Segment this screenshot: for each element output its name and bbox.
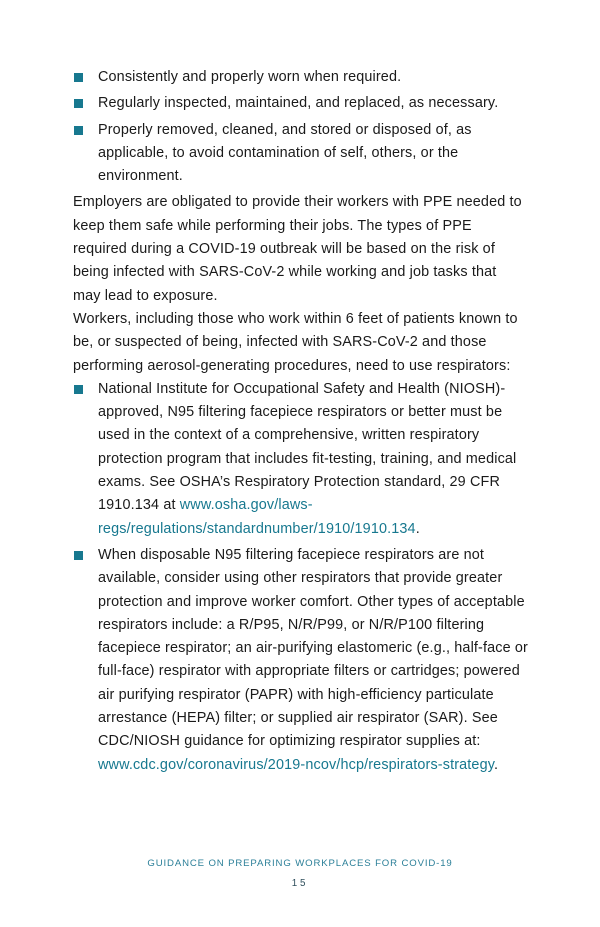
list-item-text-tail: . [494,756,499,773]
cdc-respirators-strategy-link[interactable]: www.cdc.gov/coronavirus/2019-ncov/hcp/respirators-strategy [98,756,494,773]
page-content [73,66,528,777]
ppe-requirements-list [73,66,528,188]
list-item [73,378,528,541]
page-number: 15 [291,878,309,889]
list-item [73,544,528,777]
footer-title: GUIDANCE ON PREPARING WORKPLACES FOR COVID-19 [147,858,453,869]
square-bullet-icon [74,385,83,394]
list-item [73,119,528,189]
list-item-text: Regularly inspected, maintained, and replaced, as necessary. [98,95,499,112]
respirator-guidance-list [73,378,528,777]
osha-standard-link[interactable]: www.osha.gov/laws-regs/regulations/standardnumber/1910/1910.134 [98,497,416,537]
square-bullet-icon [74,99,83,108]
square-bullet-icon [74,126,83,135]
list-item-text: Properly removed, cleaned, and stored or disposed of, as applicable, to avoid contamination of self, others, or the environment. [98,121,472,185]
paragraph-employer-ppe: Employers are obligated to provide their workers with PPE needed to keep them safe while performing their jobs. The types of PPE required during a COVID-19 outbreak will be based on the risk of being infected with SARS-CoV-2 while working and job tasks that may lead to exposure. [73,194,522,304]
list-item [73,92,528,115]
square-bullet-icon [74,73,83,82]
paragraph-worker-respirators: Workers, including those who work within 6 feet of patients known to be, or suspected of being, infected with SARS-CoV-2 and those performing aerosol-generating procedures, need to use respirators: [73,310,518,374]
list-item-text: When disposable N95 filtering facepiece respirators are not available, consider using other respirators that provide greater protection and improve worker comfort. Other types of acceptable respirators include: a R/P95, N/R/P99, or N/R/P100 filtering facepiece respirator; an air-purifying elastomeric (e.g., half-face or full-face) respirator with appropriate filters or cartridges; powered air purifying respirator (PAPR) with high-efficiency particulate arrestance (HEPA) filter; or supplied air respirator (SAR). See CDC/NIOSH guidance for optimizing respirator supplies at: [98,546,528,750]
list-item-text-tail: . [415,520,420,537]
square-bullet-icon [74,551,83,560]
page-footer [0,857,600,893]
list-item [73,66,528,89]
list-item-text: National Institute for Occupational Safety and Health (NIOSH)-approved, N95 filtering facepiece respirators or better must be used in the context of a comprehensive, written respiratory protection program that includes fit-testing, training, and medical exams. See OSHA’s Respiratory Protection standard, 29 CFR 1910.134 at [98,380,517,514]
list-item-text: Consistently and properly worn when required. [98,69,402,85]
